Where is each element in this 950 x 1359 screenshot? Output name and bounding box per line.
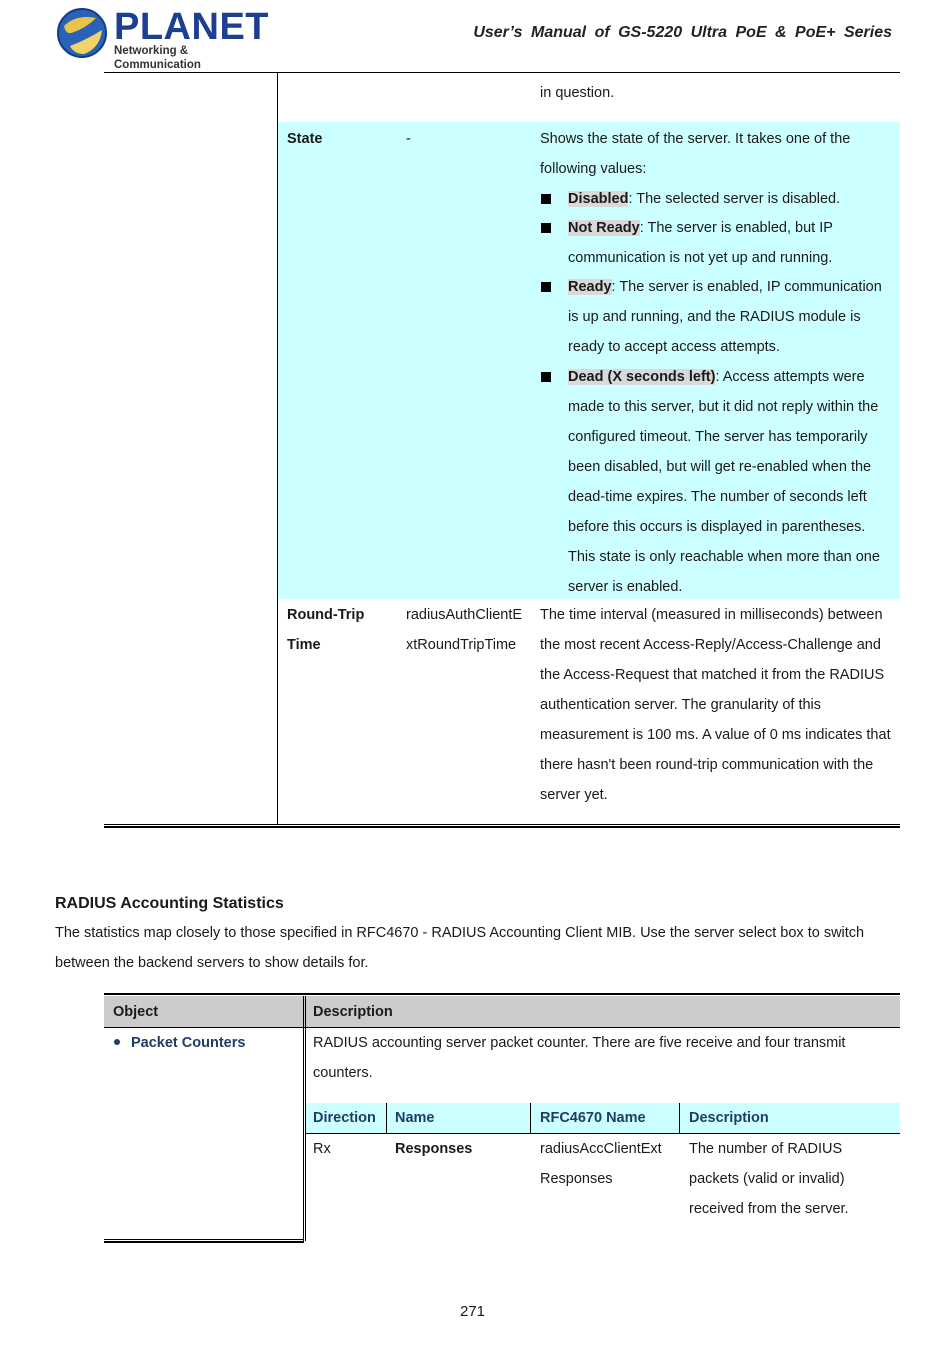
state-object: State [287,131,323,147]
logo-wordmark: PLANET [114,6,269,48]
bullet-icon [541,223,551,233]
row-description: The number of RADIUS packets (valid or invalid) received from the server. [689,1141,849,1217]
row-direction: Rx [313,1141,331,1157]
table-bottom-rule-thick [104,826,900,828]
col-header-object: Object [113,1004,159,1020]
page-number: 271 [459,1303,486,1320]
col-header-description: Description [313,1004,393,1020]
subtable-col-divider [386,1103,387,1134]
sub-header-direction: Direction [313,1110,376,1126]
acct-table-bottom-rule-thick [104,1241,304,1243]
section-intro: The statistics map closely to those specified in RFC4670 - RADIUS Accounting Client MIB. Use the server select box to switch between the backend servers to show details for. [55,925,865,971]
state-value-dead: Dead (X seconds left): Access attempts were made to this server, but it did not reply within the configured timeout. The server has temporarily been disabled, but will get re-enabled when the dead-time expires. The number of seconds left before this occurs is displayed in parentheses. This state is only reachable when more than one server is enabled. [568,369,880,595]
acct-col-divider [303,996,304,1241]
bullet-icon [541,194,551,204]
packet-counters-bullet [114,1039,120,1045]
state-intro: Shows the state of the server. It takes one of the following values: [540,131,851,177]
subtable-col-divider [679,1103,680,1134]
header-rule [104,72,900,73]
sub-header-rfc-name: RFC4670 Name [540,1110,646,1126]
round-trip-mib: radiusAuthClientExtRoundTripTime [406,607,523,653]
manual-title: User’s Manual of GS-5220 Ultra PoE & PoE+ Series [473,24,892,41]
round-trip-desc: The time interval (measured in milliseconds) between the most recent Access-Reply/Access-Challenge and the Access-Request that matched it from the RADIUS authentication server. The granularity of this measurement is 100 ms. A value of 0 ms indicates that there hasn't been round-trip communication with the server yet. [540,607,891,803]
object-packet-counters[interactable]: Packet Counters [131,1035,246,1051]
object-description: RADIUS accounting server packet counter. There are five receive and four transmit counters. [313,1035,846,1081]
state-value-not-ready: Not Ready: The server is enabled, but IP communication is not yet up and running. [568,220,833,266]
globe-icon [56,6,110,60]
row-rfc-name: radiusAccClientExtResponses [540,1141,662,1187]
state-value-disabled: Disabled: The selected server is disabled. [568,191,841,207]
logo-tagline: Networking & Communication [114,45,201,71]
state-value-ready: Ready: The server is enabled, IP communication is up and running, and the RADIUS module is ready to accept access attempts. [568,279,882,355]
bullet-icon [541,372,551,382]
continued-text: in question. [540,85,615,101]
state-mib: - [406,131,411,147]
section-title: RADIUS Accounting Statistics [55,895,284,912]
bullet-icon [541,282,551,292]
round-trip-object: Round-Trip Time [287,607,365,653]
subtable-col-divider [530,1103,531,1134]
acct-table-header [104,996,900,1027]
row-name: Responses [395,1141,473,1157]
table-bottom-rule [104,824,900,825]
sub-header-name: Name [395,1110,435,1126]
acct-table-top-rule [104,993,900,995]
sub-header-description: Description [689,1110,769,1126]
acct-table-bottom-rule [104,1239,304,1240]
planet-logo [56,6,269,71]
